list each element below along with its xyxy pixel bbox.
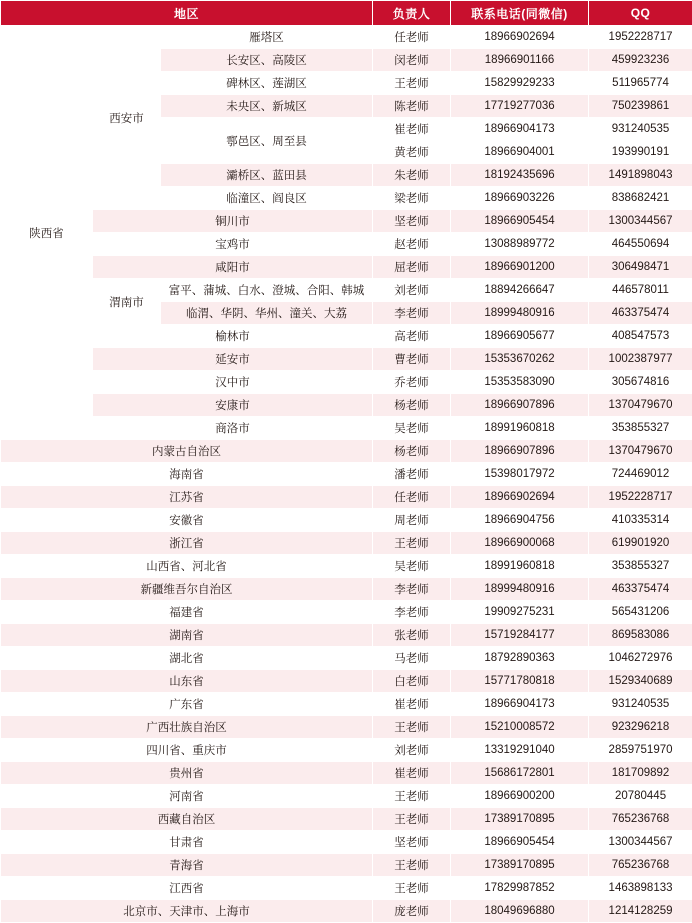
cell-qq: 1214128259 [589,900,692,923]
cell-qq: 410335314 [589,509,692,532]
cell-phone: 18966907896 [451,440,589,463]
cell-qq: 463375474 [589,302,692,325]
table-row [1,762,692,785]
cell-person: 周老师 [373,509,451,532]
table-row [1,877,692,900]
cell-phone: 18966907896 [451,394,589,417]
cell-city: 汉中市 [93,371,373,394]
cell-phone: 17389170895 [451,808,589,831]
cell-region: 海南省 [1,463,373,486]
cell-person: 闵老师 [373,49,451,72]
cell-person: 陈老师 [373,95,451,118]
table-row [1,854,692,877]
cell-qq: 511965774 [589,72,692,95]
header-person: 负责人 [373,1,451,26]
cell-district: 鄠邑区、周至县 [161,118,373,164]
table-row [1,233,692,256]
cell-phone: 15686172801 [451,762,589,785]
cell-person: 曹老师 [373,348,451,371]
cell-region: 福建省 [1,601,373,624]
cell-person: 赵老师 [373,233,451,256]
cell-qq: 1046272976 [589,647,692,670]
cell-region: 甘肃省 [1,831,373,854]
cell-person: 乔老师 [373,371,451,394]
table-row [1,624,692,647]
table-row [1,555,692,578]
cell-city: 商洛市 [93,417,373,440]
cell-qq: 181709892 [589,762,692,785]
table-body [1,26,692,923]
cell-phone: 18192435696 [451,164,589,187]
cell-person: 庞老师 [373,900,451,923]
cell-city: 渭南市 [93,279,161,325]
cell-phone: 18966904001 [451,141,589,164]
table-row [1,394,692,417]
cell-qq: 306498471 [589,256,692,279]
cell-phone: 18966905677 [451,325,589,348]
cell-phone: 13319291040 [451,739,589,762]
cell-region: 贵州省 [1,762,373,785]
cell-region: 湖南省 [1,624,373,647]
cell-region: 山东省 [1,670,373,693]
cell-district: 临渭、华阴、华州、潼关、大荔 [161,302,373,325]
cell-person: 李老师 [373,302,451,325]
cell-phone: 18991960818 [451,417,589,440]
cell-region: 湖北省 [1,647,373,670]
cell-district: 未央区、新城区 [161,95,373,118]
table-row [1,900,692,923]
cell-qq: 765236768 [589,808,692,831]
cell-region: 青海省 [1,854,373,877]
cell-qq: 869583086 [589,624,692,647]
table-row [1,716,692,739]
cell-phone: 15771780818 [451,670,589,693]
cell-qq: 464550694 [589,233,692,256]
cell-phone: 17719277036 [451,95,589,118]
table-row [1,808,692,831]
table-row [1,739,692,762]
table-row [1,279,692,302]
table-row [1,26,692,49]
cell-phone: 18966900200 [451,785,589,808]
table-row [1,578,692,601]
cell-region: 四川省、重庆市 [1,739,373,762]
cell-phone: 15829929233 [451,72,589,95]
table-row [1,647,692,670]
cell-region: 河南省 [1,785,373,808]
cell-region: 新疆维吾尔自治区 [1,578,373,601]
cell-phone: 18966902694 [451,486,589,509]
header-qq: QQ [589,1,692,26]
cell-phone: 13088989772 [451,233,589,256]
cell-qq: 1952228717 [589,486,692,509]
cell-qq: 2859751970 [589,739,692,762]
cell-city: 铜川市 [93,210,373,233]
cell-person: 坚老师 [373,831,451,854]
cell-qq: 1002387977 [589,348,692,371]
cell-qq: 1463898133 [589,877,692,900]
cell-qq: 446578011 [589,279,692,302]
cell-district: 雁塔区 [161,26,373,49]
header-phone: 联系电话(同微信) [451,1,589,26]
cell-phone: 19909275231 [451,601,589,624]
table-row [1,693,692,716]
cell-qq: 459923236 [589,49,692,72]
cell-phone: 18966905454 [451,831,589,854]
cell-person: 坚老师 [373,210,451,233]
table-row [1,348,692,371]
cell-phone: 18991960818 [451,555,589,578]
table-row [1,256,692,279]
cell-person: 王老师 [373,877,451,900]
cell-phone: 18966904756 [451,509,589,532]
cell-region: 广东省 [1,693,373,716]
table-row [1,371,692,394]
cell-person: 杨老师 [373,440,451,463]
cell-phone: 18999480916 [451,302,589,325]
cell-phone: 18966904173 [451,118,589,141]
cell-qq: 838682421 [589,187,692,210]
cell-person: 任老师 [373,486,451,509]
cell-person: 崔老师 [373,118,451,141]
cell-phone: 18966904173 [451,693,589,716]
cell-phone: 18966900068 [451,532,589,555]
cell-person: 梁老师 [373,187,451,210]
table-row [1,463,692,486]
table-row [1,601,692,624]
cell-phone: 18966903226 [451,187,589,210]
cell-person: 任老师 [373,26,451,49]
cell-qq: 1491898043 [589,164,692,187]
cell-region: 安徽省 [1,509,373,532]
cell-phone: 18966901166 [451,49,589,72]
cell-phone: 18049696880 [451,900,589,923]
cell-qq: 408547573 [589,325,692,348]
cell-person: 杨老师 [373,394,451,417]
cell-district: 富平、蒲城、白水、澄城、合阳、韩城 [161,279,373,302]
cell-phone: 18966905454 [451,210,589,233]
cell-phone: 15398017972 [451,463,589,486]
cell-qq: 1370479670 [589,440,692,463]
cell-phone: 15353583090 [451,371,589,394]
table-header-row [1,1,692,26]
cell-phone: 15210008572 [451,716,589,739]
cell-qq: 353855327 [589,555,692,578]
cell-district: 临潼区、阎良区 [161,187,373,210]
cell-region: 广西壮族自治区 [1,716,373,739]
cell-province: 陕西省 [1,26,93,440]
cell-phone: 17389170895 [451,854,589,877]
table-row [1,440,692,463]
cell-person: 李老师 [373,578,451,601]
cell-person: 王老师 [373,785,451,808]
cell-qq: 724469012 [589,463,692,486]
cell-person: 白老师 [373,670,451,693]
cell-person: 王老师 [373,72,451,95]
table-row [1,532,692,555]
table-row [1,486,692,509]
cell-phone: 18966901200 [451,256,589,279]
cell-region: 江苏省 [1,486,373,509]
cell-person: 崔老师 [373,693,451,716]
cell-phone: 17829987852 [451,877,589,900]
cell-person: 张老师 [373,624,451,647]
cell-phone: 18999480916 [451,578,589,601]
cell-region: 北京市、天津市、上海市 [1,900,373,923]
cell-city: 西安市 [93,26,161,210]
cell-city: 宝鸡市 [93,233,373,256]
cell-qq: 565431206 [589,601,692,624]
cell-person: 刘老师 [373,739,451,762]
cell-qq: 619901920 [589,532,692,555]
cell-region: 浙江省 [1,532,373,555]
cell-qq: 750239861 [589,95,692,118]
cell-qq: 1300344567 [589,210,692,233]
cell-qq: 923296218 [589,716,692,739]
cell-person: 王老师 [373,716,451,739]
cell-person: 王老师 [373,854,451,877]
cell-region: 山西省、河北省 [1,555,373,578]
cell-region: 江西省 [1,877,373,900]
cell-qq: 931240535 [589,118,692,141]
cell-qq: 1300344567 [589,831,692,854]
cell-person: 朱老师 [373,164,451,187]
cell-qq: 463375474 [589,578,692,601]
cell-phone: 18894266647 [451,279,589,302]
cell-district: 碑林区、莲湖区 [161,72,373,95]
table-row [1,325,692,348]
cell-city: 咸阳市 [93,256,373,279]
cell-phone: 15353670262 [451,348,589,371]
cell-phone: 18792890363 [451,647,589,670]
cell-qq: 1370479670 [589,394,692,417]
cell-phone: 18966902694 [451,26,589,49]
cell-person: 崔老师 [373,762,451,785]
cell-person: 刘老师 [373,279,451,302]
cell-phone: 15719284177 [451,624,589,647]
cell-person: 吴老师 [373,555,451,578]
header-region: 地区 [1,1,373,26]
cell-person: 潘老师 [373,463,451,486]
table-row [1,670,692,693]
cell-qq: 193990191 [589,141,692,164]
table-row [1,509,692,532]
cell-region: 西藏自治区 [1,808,373,831]
cell-qq: 1529340689 [589,670,692,693]
cell-person: 李老师 [373,601,451,624]
cell-qq: 765236768 [589,854,692,877]
cell-qq: 1952228717 [589,26,692,49]
table-row [1,831,692,854]
cell-person: 屈老师 [373,256,451,279]
cell-qq: 305674816 [589,371,692,394]
table-row [1,417,692,440]
cell-qq: 931240535 [589,693,692,716]
cell-district: 长安区、高陵区 [161,49,373,72]
table-row [1,785,692,808]
cell-district: 灞桥区、蓝田县 [161,164,373,187]
cell-person: 王老师 [373,532,451,555]
cell-person: 王老师 [373,808,451,831]
cell-person: 吴老师 [373,417,451,440]
cell-city: 安康市 [93,394,373,417]
cell-person: 马老师 [373,647,451,670]
cell-qq: 20780445 [589,785,692,808]
table-row [1,210,692,233]
cell-region: 内蒙古自治区 [1,440,373,463]
cell-person: 高老师 [373,325,451,348]
cell-city: 榆林市 [93,325,373,348]
cell-city: 延安市 [93,348,373,371]
cell-person: 黄老师 [373,141,451,164]
cell-qq: 353855327 [589,417,692,440]
